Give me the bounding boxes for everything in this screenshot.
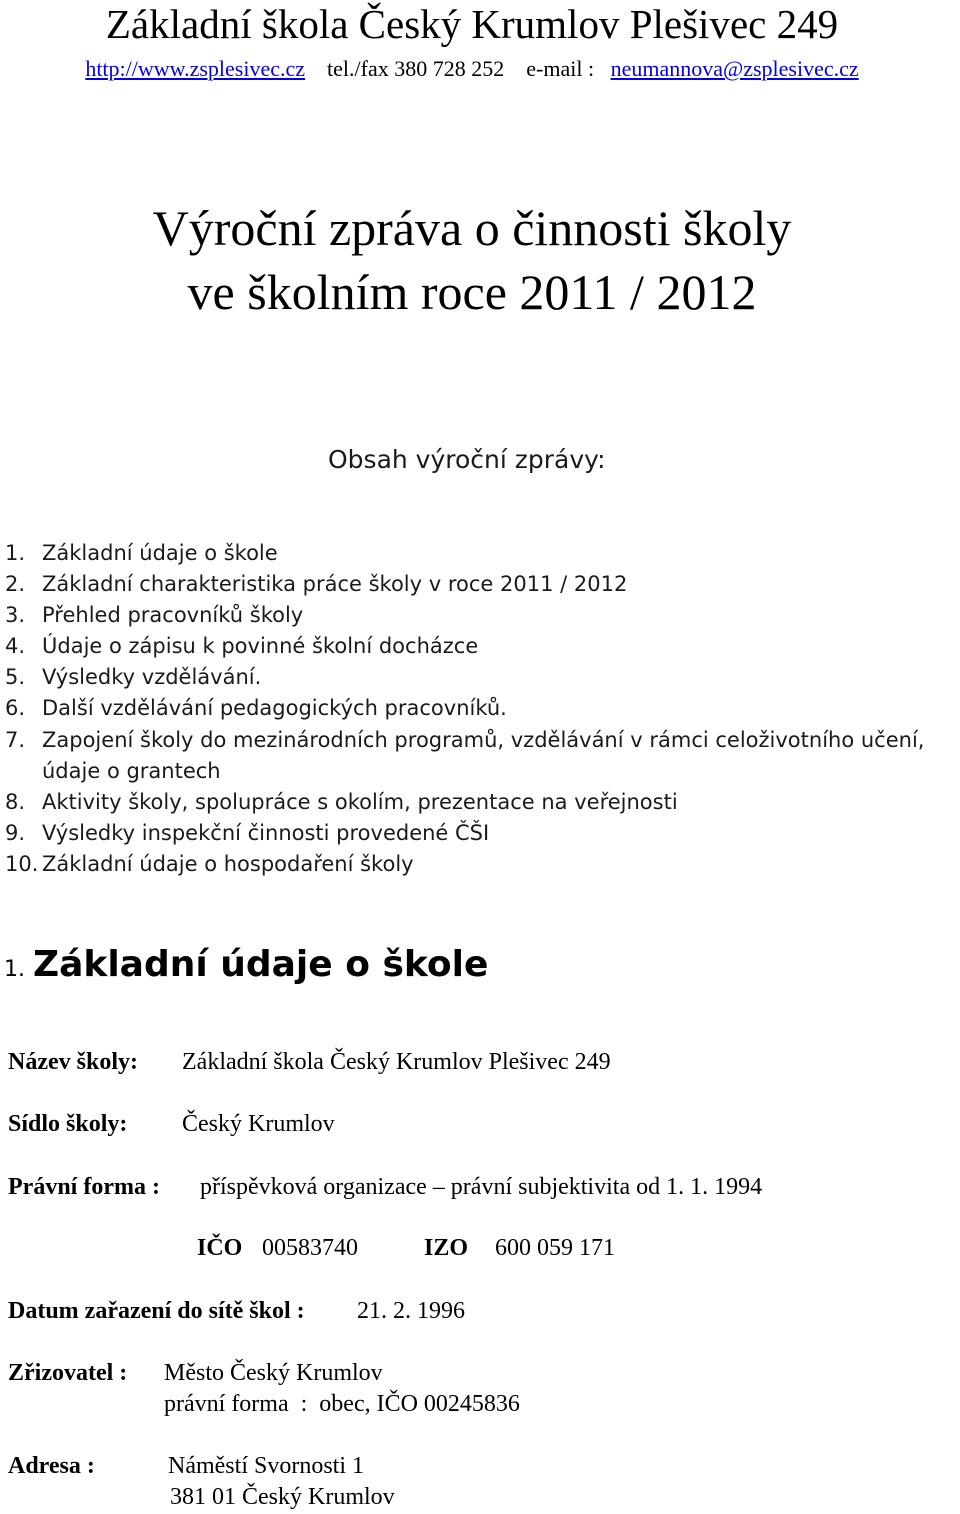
toc-item-number: 8. xyxy=(5,790,26,814)
toc-item xyxy=(5,539,278,567)
section-number: 1. xyxy=(4,957,25,982)
toc-item xyxy=(5,601,303,629)
toc-item-number: 3. xyxy=(5,603,26,627)
zrizovatel-label: Zřizovatel : xyxy=(8,1360,128,1386)
toc-item-text: Základní údaje o hospodaření školy xyxy=(42,852,414,876)
sidlo-value: Český Krumlov xyxy=(182,1111,335,1137)
toc-item xyxy=(5,726,924,754)
sidlo-label: Sídlo školy: xyxy=(8,1111,128,1137)
report-title-line1: Výroční zpráva o činnosti školy xyxy=(152,200,792,256)
toc-item-number: 4. xyxy=(5,634,26,658)
toc-item xyxy=(5,663,261,691)
report-title-line2: ve školním roce 2011 / 2012 xyxy=(187,264,757,320)
school-title: Základní škola Český Krumlov Plešivec 249 xyxy=(105,1,839,47)
pravni-forma-label: Právní forma : xyxy=(8,1174,160,1200)
ico-value: 00583740 xyxy=(262,1235,358,1261)
ico-label: IČO xyxy=(197,1235,243,1261)
adresa-line1: Náměstí Svornosti 1 xyxy=(168,1453,364,1479)
toc-item-number: 10. xyxy=(5,852,39,876)
toc-item-number: 1. xyxy=(5,541,26,565)
toc-item xyxy=(5,632,478,660)
toc-item-number: 6. xyxy=(5,696,26,720)
toc-item-text: Údaje o zápisu k povinné školní docházce xyxy=(42,634,479,658)
toc-item xyxy=(5,850,414,878)
toc-item xyxy=(5,788,678,816)
nazev-value: Základní škola Český Krumlov Plešivec 249 xyxy=(182,1049,611,1075)
contact-line xyxy=(0,56,944,82)
izo-value: 600 059 171 xyxy=(495,1235,615,1261)
toc-item-text: Aktivity školy, spolupráce s okolím, prezentace na veřejnosti xyxy=(42,790,678,814)
toc-item-number: 7. xyxy=(5,728,26,752)
toc-item-text: Výsledky inspekční činnosti provedené ČŠI xyxy=(42,821,490,845)
contents-heading: Obsah výroční zprávy: xyxy=(328,445,606,474)
section-heading xyxy=(4,940,488,997)
toc-item-text: Zapojení školy do mezinárodních programů, vzdělávání v rámci celoživotního učení, xyxy=(42,728,925,752)
adresa-line2: 381 01 Český Krumlov xyxy=(170,1484,395,1510)
toc-item-text: Základní charakteristika práce školy v roce 2011 / 2012 xyxy=(42,572,628,596)
toc-item-text: Základní údaje o škole xyxy=(42,541,278,565)
datum-value: 21. 2. 1996 xyxy=(357,1298,465,1324)
toc-item-continuation: údaje o grantech xyxy=(42,759,221,783)
zrizovatel-forma: právní forma : obec, IČO 00245836 xyxy=(164,1391,520,1417)
toc-item-text: Výsledky vzdělávání. xyxy=(42,665,262,689)
email-label: e-mail : xyxy=(526,56,595,81)
toc-item-number: 9. xyxy=(5,821,26,845)
toc-item xyxy=(5,694,507,722)
email-link[interactable]: neumannova@zsplesivec.cz xyxy=(610,56,859,81)
toc-item xyxy=(5,570,627,598)
zrizovatel-value: Město Český Krumlov xyxy=(164,1360,383,1386)
website-link[interactable]: http://www.zsplesivec.cz xyxy=(85,56,306,81)
section-title: Základní údaje o škole xyxy=(33,944,489,985)
nazev-label: Název školy: xyxy=(8,1049,138,1075)
toc-item-text: Přehled pracovníků školy xyxy=(42,603,304,627)
telfax-text: tel./fax 380 728 252 xyxy=(327,56,505,81)
toc-item-text: Další vzdělávání pedagogických pracovníků. xyxy=(42,696,507,720)
toc-item-number: 5. xyxy=(5,665,26,689)
toc-item-number: 2. xyxy=(5,572,26,596)
pravni-forma-value: příspěvková organizace – právní subjektivita od 1. 1. 1994 xyxy=(200,1174,763,1200)
adresa-label: Adresa : xyxy=(8,1453,95,1479)
izo-label: IZO xyxy=(424,1235,469,1261)
datum-label: Datum zařazení do sítě škol : xyxy=(8,1298,305,1324)
toc-item xyxy=(5,819,489,847)
